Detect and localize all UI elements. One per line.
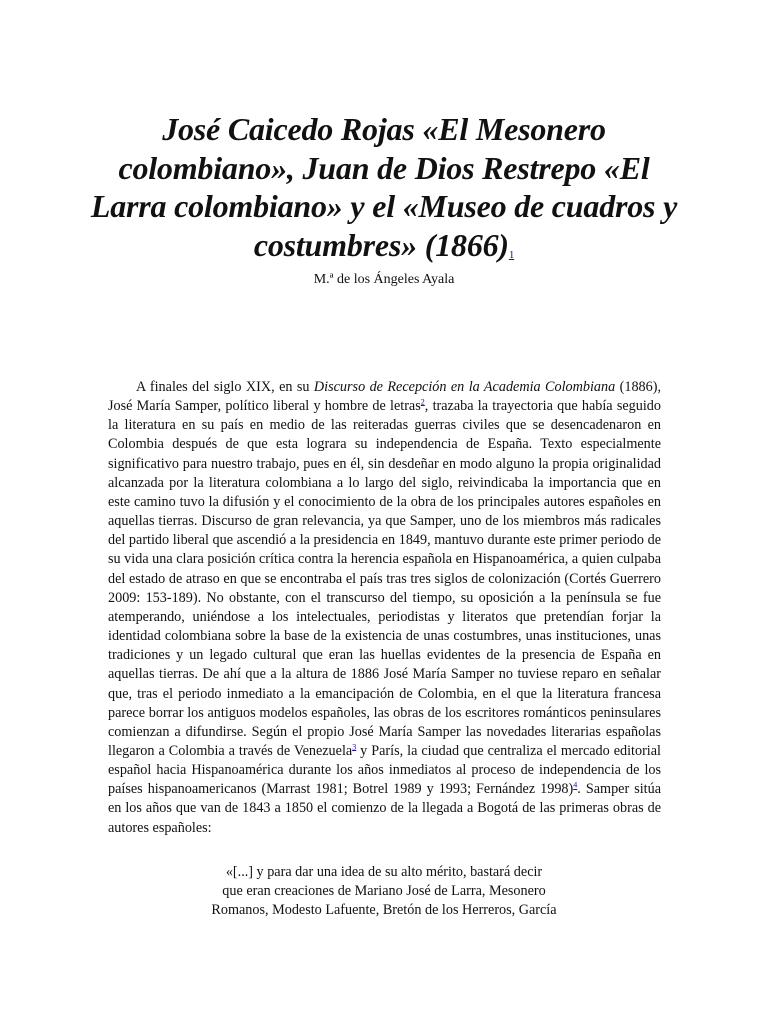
footnote-link-3[interactable]: 3 xyxy=(352,742,357,752)
quote-line-2: que eran creaciones de Mariano José de Larra, Mesonero xyxy=(222,883,546,900)
quote-line-1: «[...] y para dar una idea de su alto mérito, bastará decir xyxy=(225,864,543,880)
quote-line-3: Romanos, Modesto Lafuente, Bretón de los Herreros, García xyxy=(211,902,557,919)
paragraph-text-part-3: , trazaba la trayectoria que había seguido la literatura en su país en medio de las reiteradas guerras civiles que se desencadenaron en Colombia después de que esta lograra su independencia de España. Texto especialmente significativo para nuestro trabajo, pues en él, sin desdeñar en modo alguno la propia originalidad alcanzada por la literatura colombiana a lo largo del siglo, reivindicaba la importancia que en este camino tuvo la difusión y el conocimiento de la obra de los principales autores españoles en aquellas tierras. Discurso de gran relevancia, ya que Samper, uno de los miembros más radicales del partido liberal que ascendió a la presidencia en 1849, mantuvo durante este primer periodo de su vida una clara posición crítica contra la herencia española en Hispanoamérica, a quien culpaba del estado de atraso en que se encontraba el país tras tres siglos de colonización (Cortés Guerrero 2009: 153-189). No obstante, con el transcurso del tiempo, su oposición a la península se fue atemperando, uniéndose a los intelectuales, periodistas y literatos que pretendían forjar la identidad colombiana sobre la base de la existencia de unas costumbres, unas instituciones, unas tradiciones y un legado cultural que eran las huellas evidentes de la presencia de España en aquellas tierras. De ahí que a la altura de 1886 José María Samper no tuviese reparo en señalar que, tras el periodo inmediato a la emancipación de Colombia, en el que la literatura francesa parece borrar los antiguos modelos españoles, las obras de los escritores románticos peninsulares comienzan a difundirse. Según el propio José María Samper las novedades literarias españolas llegaron a Colombia a través de Venezuela xyxy=(108,398,661,759)
paragraph-text-part-2: (1886), José María Samper, político liberal y hombre de letras xyxy=(108,379,661,415)
footnote-link-2[interactable]: 2 xyxy=(420,397,425,407)
article-title-text: José Caicedo Rojas «El Mesonero colombiano», Juan de Dios Restrepo «El Larra colombiano» y el «Museo de cuadros y costumbres» (1866) xyxy=(90,111,678,263)
footnote-link-1[interactable]: 1 xyxy=(508,248,515,261)
block-quote xyxy=(188,863,580,920)
footnote-link-4[interactable]: 4 xyxy=(573,780,578,790)
paragraph-text-part-5: . Samper sitúa en los años que van de 1843 a 1850 el comienzo de la llegada a Bogotá de las primeras obras de autores españoles: xyxy=(108,781,662,836)
article-title xyxy=(90,110,678,264)
paragraph-text-part-1: A finales del siglo XIX, en su xyxy=(136,379,314,395)
body-paragraph xyxy=(108,378,661,838)
discourse-title: Discurso de Recepción en la Academia Colombiana xyxy=(313,379,616,395)
paragraph-text-part-4: y París, la ciudad que centraliza el mercado editorial español hacia Hispanoamérica durante los años inmediatos al proceso de independencia de los países hispanoamericanos (Marrast 1981; Botrel 1989 y 1993; Fernández 1998) xyxy=(108,742,661,798)
author-name: M.ª de los Ángeles Ayala xyxy=(313,272,455,287)
